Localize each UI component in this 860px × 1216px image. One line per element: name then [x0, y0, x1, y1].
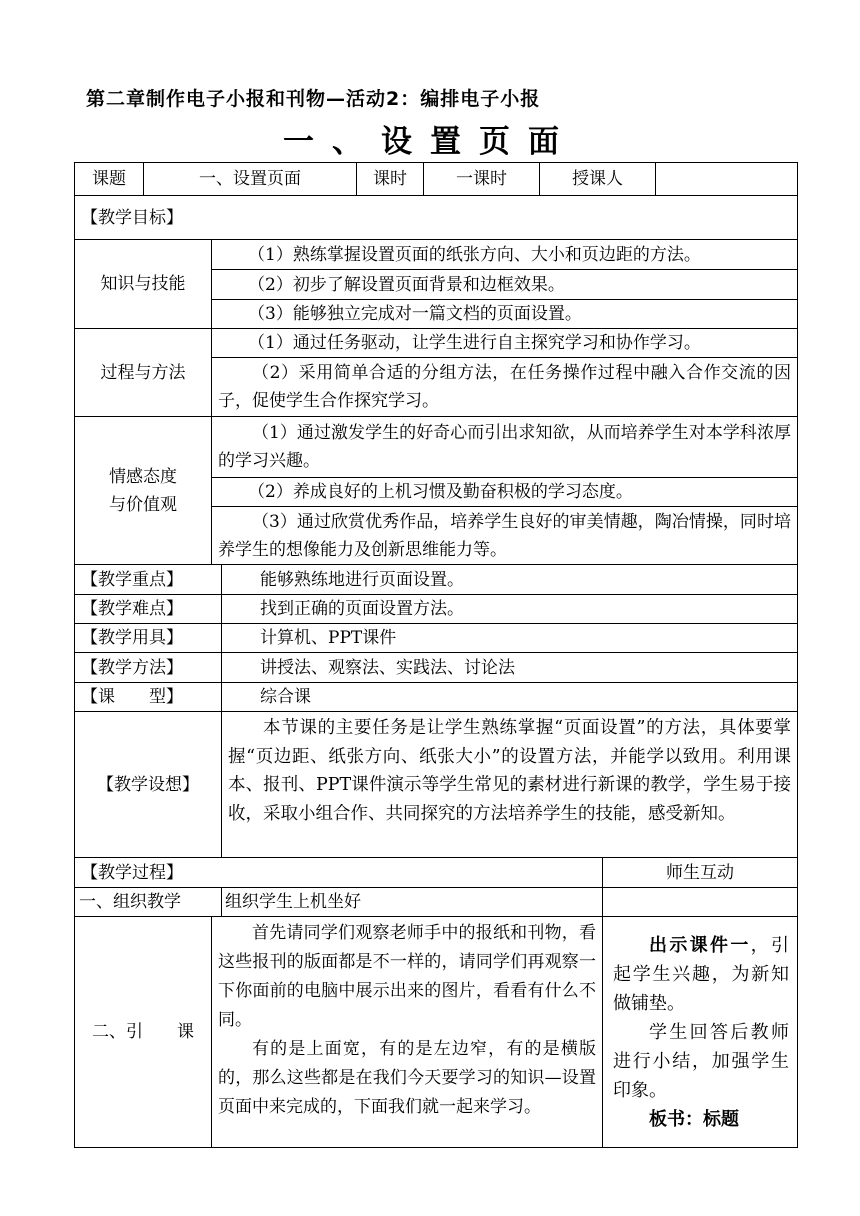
courseware-note-rest: ，引起学生兴趣，为新知做铺垫。: [613, 935, 790, 1014]
objectives-heading: 【教学目标】: [74, 195, 798, 240]
method-value: 讲授法、观察法、实践法、讨论法: [221, 652, 798, 683]
emotion-item: （2）养成良好的上机习惯及勤奋积极的学习态度。: [211, 477, 798, 507]
design-text: 本节课的主要任务是让学生熟练掌握“页面设置”的方法，具体要掌握“页边距、纸张方向、纸张大小”的设置方法，并能学以致用。利用课本、报刊、PPT课件演示等学生常见的素材进行新课的教学，学生易于接收，采取小组合作、共同探究的方法培养学生的技能，感受新知。: [221, 711, 798, 858]
step1-label: 一、组织教学: [74, 887, 222, 917]
teacher-label: 授课人: [539, 162, 656, 196]
period-value: 一课时: [423, 162, 540, 196]
interaction-header: 师生互动: [602, 857, 798, 888]
emotion-item: （1）通过激发学生的好奇心而引出求知欲，从而培养学生对本学科浓厚的学习兴趣。: [211, 416, 798, 478]
step2-content: [211, 916, 603, 1148]
design-label: 【教学设想】: [74, 711, 222, 858]
lesson-type-label: 【课 型】: [74, 682, 222, 712]
student-answer-note: 学生回答后教师进行小结，加强学生印象。: [613, 1022, 789, 1101]
emotion-label: [74, 416, 212, 565]
topic-value: 一、设置页面: [143, 162, 357, 196]
difficulty-value: 找到正确的页面设置方法。: [221, 594, 798, 624]
process-heading: 【教学过程】: [74, 857, 603, 888]
focus-label: 【教学重点】: [74, 564, 222, 595]
step1-content: 组织学生上机坐好: [221, 887, 603, 917]
focus-value: 能够熟练地进行页面设置。: [221, 564, 798, 595]
step1-interaction: [602, 887, 798, 917]
topic-label: 课题: [74, 162, 144, 196]
board-note: 板书：标题: [649, 1109, 739, 1130]
process-item: （2）采用简单合适的分组方法，在任务操作过程中融入合作交流的因子，促使学生合作探究学习。: [211, 357, 798, 417]
lesson-type-value: 综合课: [221, 682, 798, 712]
difficulty-label: 【教学难点】: [74, 594, 222, 624]
tools-value: 计算机、PPT课件: [221, 623, 798, 653]
courseware-note: 出示课件一: [649, 935, 751, 956]
step2-interaction: [602, 916, 798, 1148]
step2-label: 二、引 课: [74, 916, 212, 1148]
knowledge-label: 知识与技能: [74, 239, 212, 329]
tools-label: 【教学用具】: [74, 623, 222, 653]
step2-paragraph: 有的是上面宽，有的是左边窄，有的是横版的，那么这些都是在我们今天要学习的知识—设置页面中来完成的，下面我们就一起来学习。: [218, 1039, 596, 1117]
knowledge-item: （3）能够独立完成对一篇文档的页面设置。: [211, 299, 798, 329]
knowledge-item: （1）熟练掌握设置页面的纸张方向、大小和页边距的方法。: [211, 239, 798, 270]
emotion-label-line: 情感态度: [109, 466, 177, 487]
chapter-heading: 第二章制作电子小报和刊物—活动2：编排电子小报: [86, 88, 541, 110]
process-label: 过程与方法: [74, 328, 212, 417]
step2-paragraph: 首先请同学们观察老师手中的报纸和刊物，看这些报刊的版面都是不一样的，请同学们再观察一下你面前的电脑中展示出来的图片，看看有什么不同。: [218, 923, 596, 1030]
process-item: （1）通过任务驱动，让学生进行自主探究学习和协作学习。: [211, 328, 798, 358]
teacher-value: [655, 162, 798, 196]
period-label: 课时: [356, 162, 424, 196]
page-title: 一、设置页面: [283, 124, 577, 160]
method-label: 【教学方法】: [74, 652, 222, 683]
emotion-item: （3）通过欣赏优秀作品，培养学生良好的审美情趣，陶冶情操，同时培养学生的想像能力及创新思维能力等。: [211, 506, 798, 565]
emotion-label-line: 与价值观: [109, 494, 177, 515]
knowledge-item: （2）初步了解设置页面背景和边框效果。: [211, 269, 798, 300]
